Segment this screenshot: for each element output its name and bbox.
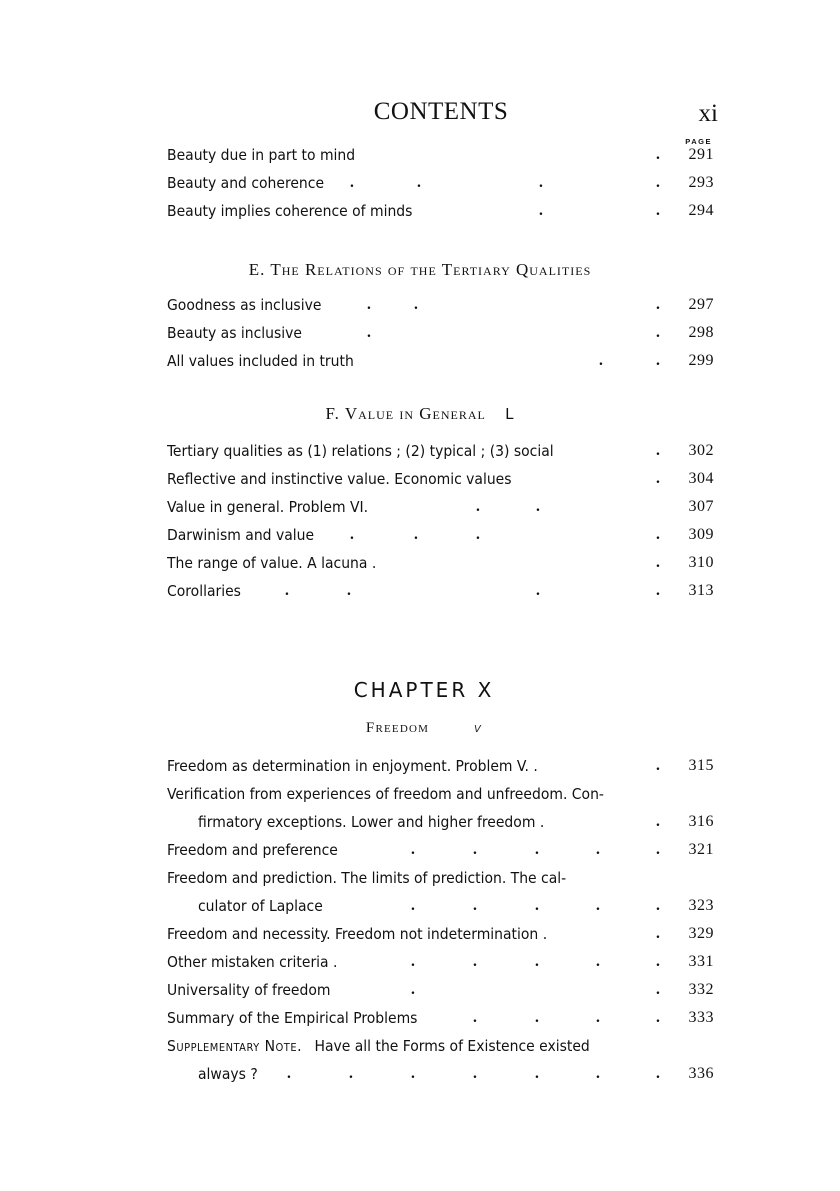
toc-section-e <box>167 291 714 375</box>
margin-mark: v <box>474 720 483 736</box>
toc-entry: The range of value. A lacuna . . 310 <box>167 554 714 572</box>
toc-entry: Freedom and preference . . . . . 321 <box>167 841 714 859</box>
page-folio: xi <box>698 100 718 127</box>
chapter-subtitle: Freedom v <box>365 720 483 736</box>
toc-entry: Universality of freedom . . 332 <box>167 981 714 999</box>
section-heading-e: E. The Relations of the Tertiary Qualities <box>248 260 592 279</box>
toc-entry: Reflective and instinctive value. Economic values . 304 <box>167 470 714 488</box>
toc-entry: Freedom and necessity. Freedom not indetermination . . 329 <box>167 925 714 943</box>
toc-entry: always ? . . . . . . . 336 <box>198 1065 714 1083</box>
chapter-title: CHAPTER X <box>353 678 495 702</box>
toc-chapter-x <box>167 752 714 1088</box>
toc-entry: Beauty due in part to mind . 291 <box>167 146 714 164</box>
toc-entry: Freedom as determination in enjoyment. Problem V. . . 315 <box>167 757 714 775</box>
toc-entry: All values included in truth . . 299 <box>167 352 714 370</box>
toc-entry: culator of Laplace . . . . . 323 <box>198 897 714 915</box>
toc-entry: Verification from experiences of freedom and unfreedom. Con- <box>167 785 604 803</box>
toc-entry: Tertiary qualities as (1) relations ; (2) typical ; (3) social . 302 <box>167 442 714 460</box>
toc-section-f <box>167 437 714 605</box>
toc-entry: Value in general. Problem VI. . . 307 <box>167 498 714 516</box>
toc-entry: Beauty implies coherence of minds . . 294 <box>167 202 714 220</box>
toc-entry: Goodness as inclusive . . . 297 <box>167 296 714 314</box>
toc-entry: Supplementary Note. Have all the Forms of Existence existed <box>167 1037 590 1055</box>
toc-group-top <box>167 141 714 225</box>
toc-entry: Beauty as inclusive . . 298 <box>167 324 714 342</box>
toc-entry: Summary of the Empirical Problems . . . . 333 <box>167 1009 714 1027</box>
toc-entry: Darwinism and value . . . . 309 <box>167 526 714 544</box>
margin-mark: L <box>505 405 515 423</box>
toc-entry: Freedom and prediction. The limits of prediction. The cal- <box>167 869 567 887</box>
page-title: CONTENTS <box>373 98 509 125</box>
toc-entry: Corollaries . . . . 313 <box>167 582 714 600</box>
supplementary-note-label: Supplementary Note. <box>167 1037 303 1055</box>
toc-entry: Beauty and coherence . . . . 293 <box>167 174 714 192</box>
section-heading-f: F. Value in General L <box>325 404 515 423</box>
toc-entry: Other mistaken criteria . . . . . . 331 <box>167 953 714 971</box>
page-column-label: PAGE <box>685 137 712 146</box>
running-head <box>0 98 840 128</box>
toc-entry: firmatory exceptions. Lower and higher freedom . . 316 <box>198 813 714 831</box>
